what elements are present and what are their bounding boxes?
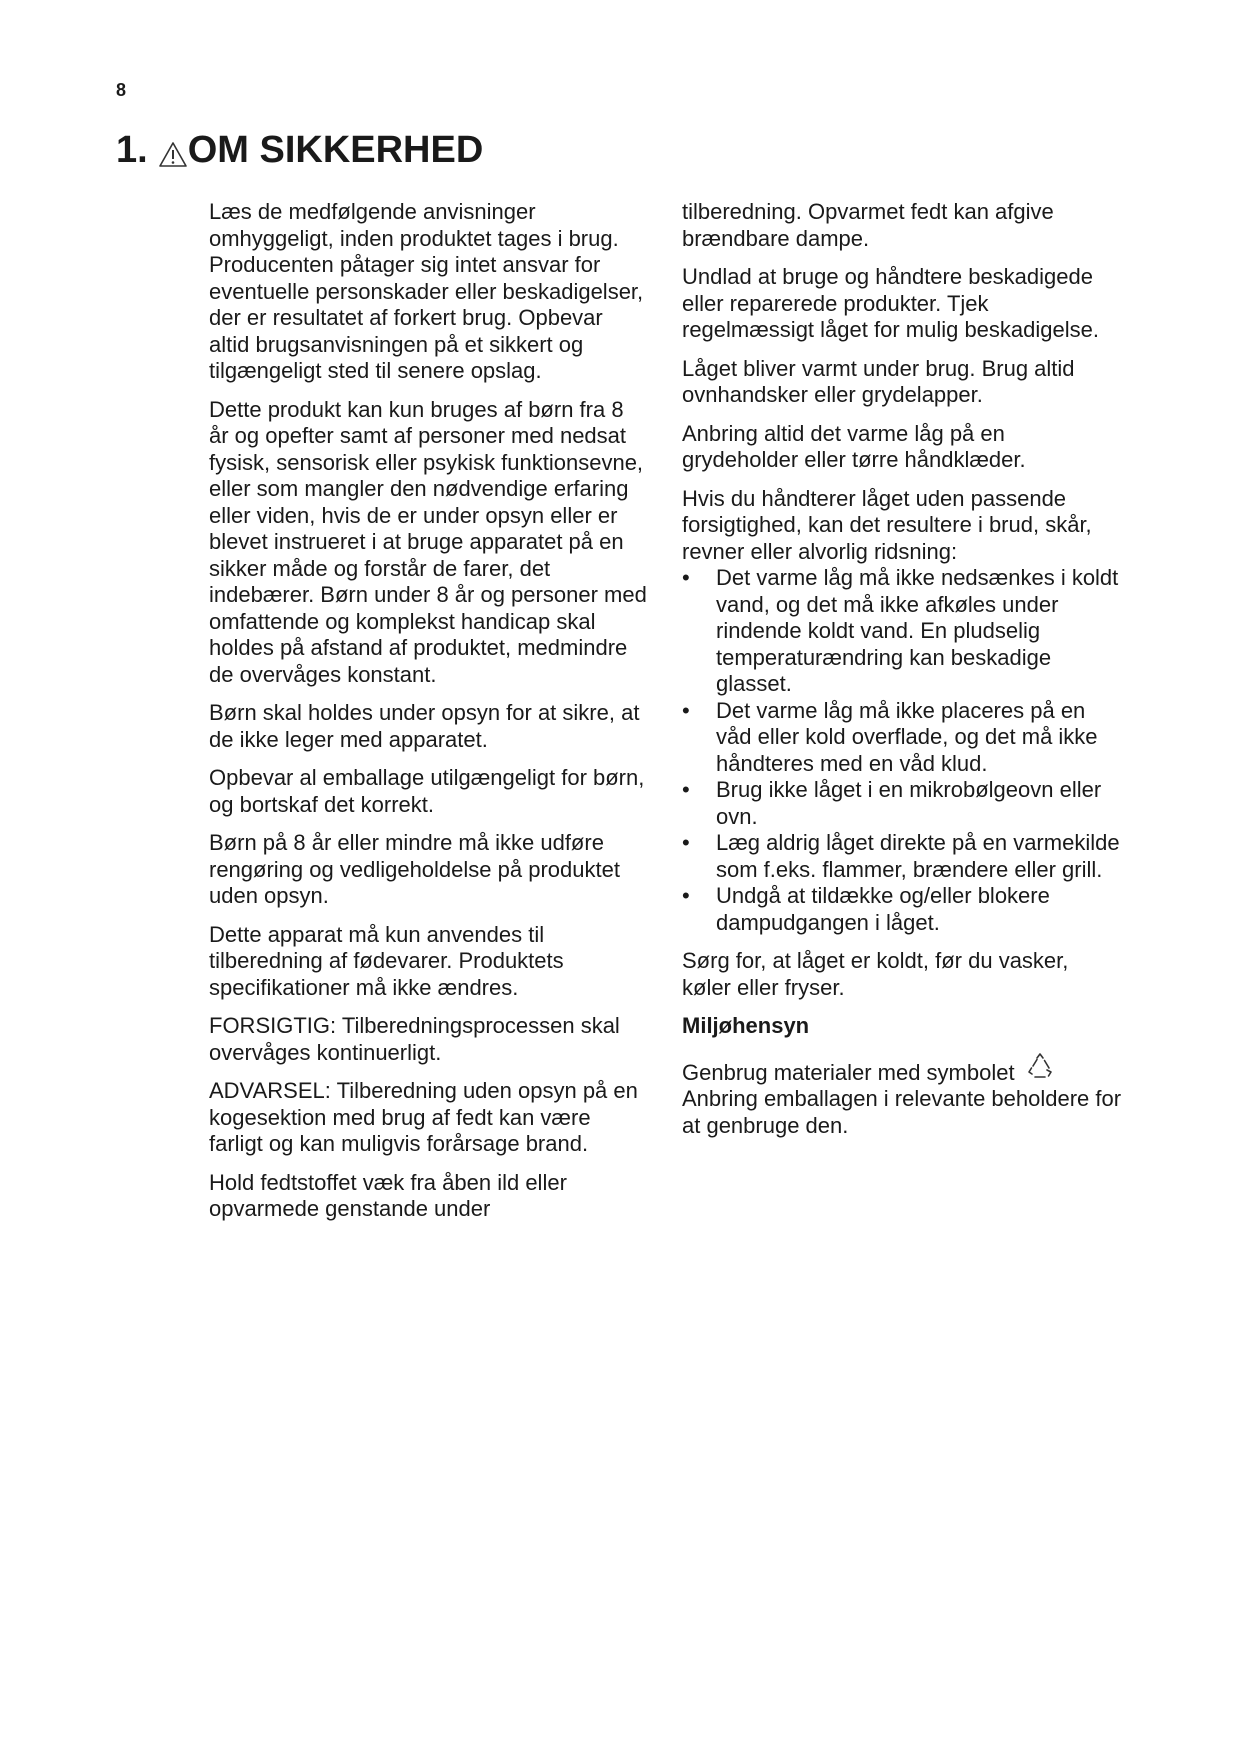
section-title: OM SIKKERHED: [187, 129, 484, 171]
paragraph-packaging: Opbevar al emballage utilgængeligt for børn, og bortskaf det korrekt.: [209, 765, 645, 817]
recycle-text: Genbrug materialer med symbolet: [682, 1059, 1015, 1085]
paragraph-fat-away: Hold fedtstoffet væk fra åben ild eller opvarmede genstande under: [209, 1169, 567, 1221]
paragraph-caution: FORSIGTIG: Tilberedningsprocessen skal overvåges kontinuerligt.: [209, 1013, 620, 1065]
paragraph-cleaning: Børn på 8 år eller mindre må ikke udføre rengøring og vedligeholdelse på produktet uden opsyn.: [209, 830, 620, 908]
paragraph-cold-lid: Sørg for, at låget er koldt, før du vasker, køler eller fryser.: [682, 948, 1069, 1000]
paragraph-food-only: Dette apparat må kun anvendes til tilberedning af fødevarer. Produktets specifikationer må ikke ændres.: [209, 921, 564, 1000]
list-item-text: Brug ikke låget i en mikrobølgeovn eller ovn.: [716, 777, 1102, 829]
list-item-text: Undgå at tildække og/eller blokere dampudgangen i låget.: [716, 883, 1050, 935]
paragraph-recycle: [682, 1052, 1122, 1140]
list-item: [682, 883, 1122, 936]
paragraph-supervision: Børn skal holdes under opsyn for at sikre, at de ikke leger med apparatet.: [209, 700, 640, 752]
right-column: [682, 199, 1122, 1151]
paragraph-children-persons: Dette produkt kan kun bruges af børn fra 8 år og opefter samt af personer med nedsat fysisk, sensorisk eller psykisk funktionsevne, eller som mangler den nødvendige erfaring eller viden, hvis de er under opsyn eller er blevet instrueret i at bruge apparatet på en sikker måde og forstår de farer, det indebærer. Børn under 8 år og personer med omfattende og komplekst handicap skal holdes på afstand af produktet, medmindre de overvåges konstant.: [209, 396, 647, 687]
page-number: 8: [116, 80, 127, 100]
paragraph-place-lid: Anbring altid det varme låg på en grydeholder eller tørre håndklæder.: [682, 420, 1026, 472]
bullet-marker: •: [682, 565, 690, 590]
paragraph-continued: tilberedning. Opvarmet fedt kan afgive brændbare dampe.: [682, 199, 1054, 251]
bullet-marker: •: [682, 697, 690, 723]
list-item: [682, 565, 1122, 698]
paragraph-intro: Læs de medfølgende anvisninger omhyggeligt, inden produktet tages i brug. Producenten påtager sig intet ansvar for eventuelle personskader eller beskadigelser, der er resultatet af forkert brug. Opbevar altid brugsanvisningen på et sikkert og tilgængeligt sted til senere opslag.: [209, 199, 644, 383]
section-number: 1.: [116, 129, 148, 171]
paragraph-hot-lid: Låget bliver varmt under brug. Brug altid ovnhandsker eller grydelapper.: [682, 355, 1075, 407]
list-item: [682, 830, 1122, 883]
left-column: [209, 199, 649, 1235]
list-item-text: Det varme låg må ikke nedsænkes i koldt vand, og det må ikke afkøles under rindende koldt vand. En pludselig temperaturændring kan beskadige glasset.: [716, 565, 1119, 696]
handling-bullet-list: [682, 565, 1122, 936]
paragraph-warning: ADVARSEL: Tilberedning uden opsyn på en kogesektion med brug af fedt kan være farligt og kan muligvis forårsage brand.: [209, 1078, 638, 1156]
section-heading: [116, 128, 483, 174]
recycle-icon: [1025, 1052, 1055, 1082]
bullet-marker: •: [682, 830, 690, 855]
list-item: [682, 698, 1122, 778]
recycle-text-continued: Anbring emballagen i relevante beholdere for at genbruge den.: [682, 1086, 1122, 1138]
list-item-text: Det varme låg må ikke placeres på en våd eller kold overflade, og det må ikke håndteres med en våd klud.: [716, 697, 1098, 776]
paragraph-damaged-products: Undlad at bruge og håndtere beskadigede eller reparerede produkter. Tjek regelmæssigt låget for mulig beskadigelse.: [682, 264, 1099, 342]
list-item: [682, 777, 1122, 830]
environment-heading: Miljøhensyn: [682, 1013, 810, 1038]
paragraph-handling-intro: Hvis du håndterer låget uden passende forsigtighed, kan det resultere i brud, skår, revner eller alvorlig ridsning:: [682, 485, 1092, 564]
bullet-marker: •: [682, 883, 690, 908]
list-item-text: Læg aldrig låget direkte på en varmekilde som f.eks. flammer, brændere eller grill.: [716, 830, 1120, 882]
bullet-marker: •: [682, 777, 690, 802]
warning-triangle-icon: [158, 141, 188, 168]
